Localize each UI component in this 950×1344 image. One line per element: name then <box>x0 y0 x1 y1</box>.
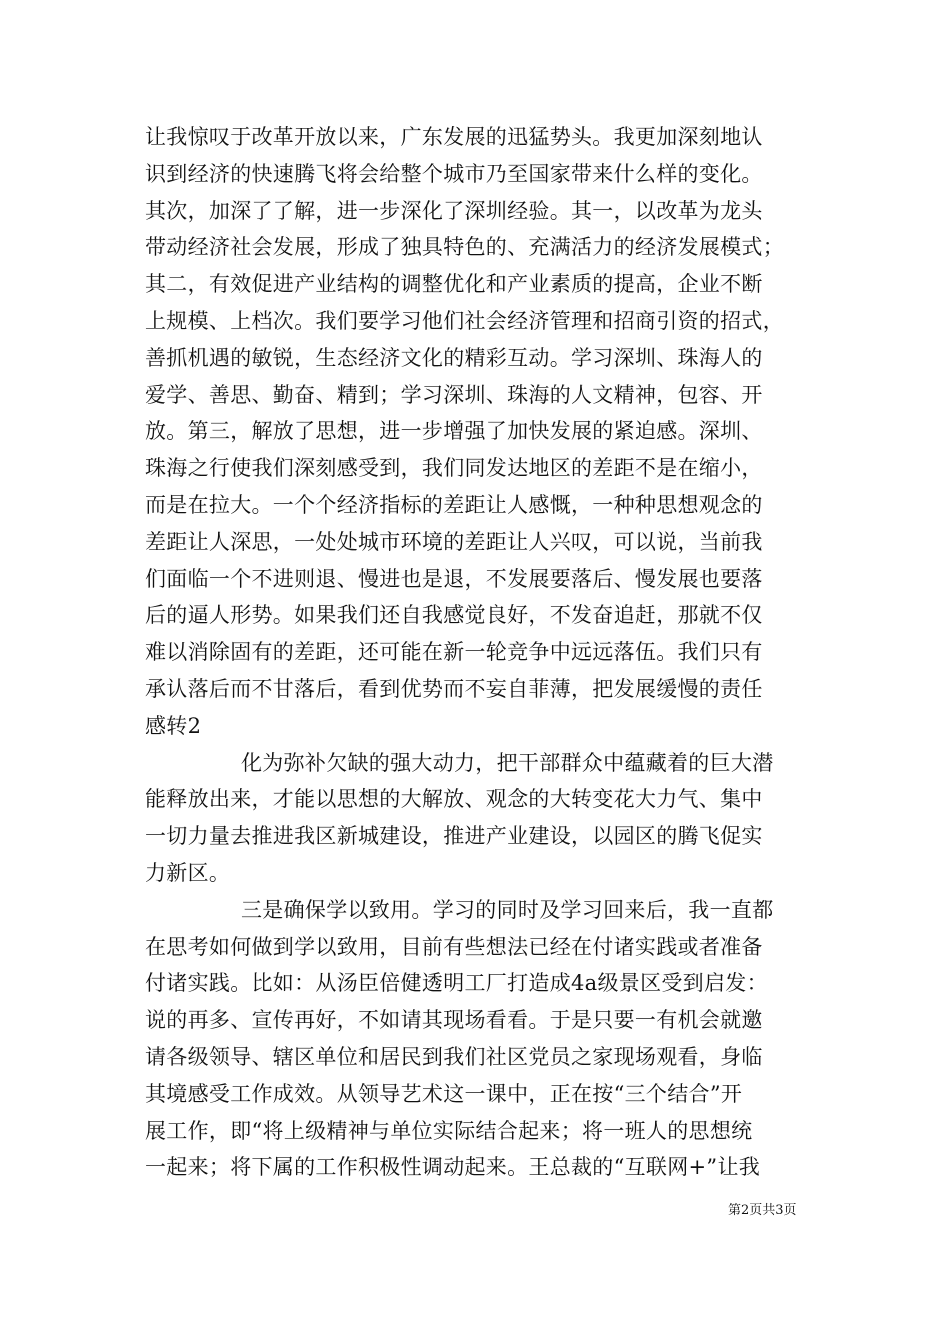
text-line: 感转2 <box>145 713 202 738</box>
text-line: 付诸实践。比如：从汤臣倍健透明工厂打造成4a级景区受到启发： <box>145 971 768 996</box>
text-line: 其二，有效促进产业结构的调整优化和产业素质的提高，企业不断 <box>145 272 763 297</box>
text-line: 一切力量去推进我区新城建设，推进产业建设，以园区的腾飞促实 <box>145 824 763 849</box>
text-line: 让我惊叹于改革开放以来，广东发展的迅猛势头。我更加深刻地认 <box>145 125 763 149</box>
text-line: 力新区。 <box>145 860 231 885</box>
text-line: 识到经济的快速腾飞将会给整个城市乃至国家带来什么样的变化。 <box>145 161 763 186</box>
text-line: 展工作，即“将上级精神与单位实际结合起来；将一班人的思想统 <box>145 1118 753 1143</box>
text-line: 难以消除固有的差距，还可能在新一轮竞争中远远落伍。我们只有 <box>145 640 763 665</box>
text-line: 善抓机遇的敏锐，生态经济文化的精彩互动。学习深圳、珠海人的 <box>145 345 763 370</box>
text-line: 其次，加深了了解，进一步深化了深圳经验。其一，以改革为龙头 <box>145 198 763 223</box>
text-line: 放。第三，解放了思想，进一步增强了加快发展的紧迫感。深圳、 <box>145 419 763 444</box>
text-line: 而是在拉大。一个个经济指标的差距让人感慨，一种种思想观念的 <box>145 492 763 517</box>
text-line: 承认落后而不甘落后，看到优势而不妄自菲薄，把发展缓慢的责任 <box>145 676 763 701</box>
text-line: 珠海之行使我们深刻感受到，我们同发达地区的差距不是在缩小， <box>145 456 763 481</box>
text-line: 其境感受工作成效。从领导艺术这一课中，正在按“三个结合”开 <box>145 1081 743 1106</box>
body-text <box>145 119 810 1186</box>
page-number-footer: 第2页共3页 <box>728 1203 797 1218</box>
text-line: 能释放出来，才能以思想的大解放、观念的大转变花大力气、集中 <box>145 787 763 812</box>
text-line: 一起来；将下属的工作积极性调动起来。王总裁的“互联网+”让我 <box>145 1155 761 1180</box>
text-line: 带动经济社会发展，形成了独具特色的、充满活力的经济发展模式； <box>145 235 784 260</box>
paragraph-start-line: 化为弥补欠缺的强大动力，把干部群众中蕴藏着的巨大潜 <box>241 750 774 775</box>
text-line: 差距让人深思，一处处城市环境的差距让人兴叹，可以说，当前我 <box>145 529 763 554</box>
text-line: 爱学、善思、勤奋、精到；学习深圳、珠海的人文精神，包容、开 <box>145 382 763 407</box>
paragraph-start-line: 三是确保学以致用。学习的同时及学习回来后，我一直都 <box>241 897 774 922</box>
text-line: 上规模、上档次。我们要学习他们社会经济管理和招商引资的招式， <box>145 308 784 333</box>
text-line: 请各级领导、辖区单位和居民到我们社区党员之家现场观看，身临 <box>145 1044 763 1069</box>
text-line: 说的再多、宣传再好，不如请其现场看看。于是只要一有机会就邀 <box>145 1008 763 1033</box>
text-line: 们面临一个不进则退、慢进也是退，不发展要落后、慢发展也要落 <box>145 566 763 591</box>
text-line: 在思考如何做到学以致用，目前有些想法已经在付诸实践或者准备 <box>145 934 763 959</box>
text-line: 后的逼人形势。如果我们还自我感觉良好，不发奋追赶，那就不仅 <box>145 603 763 628</box>
